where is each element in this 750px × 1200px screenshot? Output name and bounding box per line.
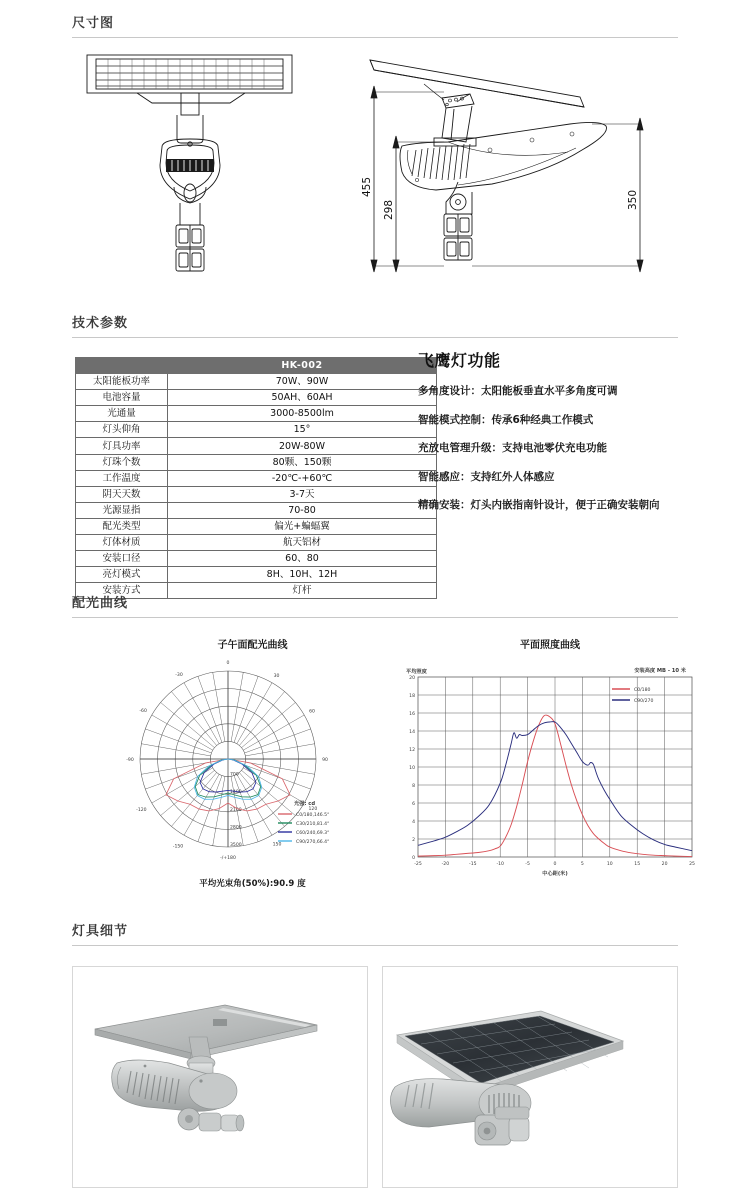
product-photo-angled (72, 966, 368, 1188)
spec-key: 灯具功率 (76, 438, 168, 454)
spec-value: 20W-80W (168, 438, 437, 454)
polar-chart-caption: 平均光束角(50%):90.9 度 (199, 879, 306, 889)
spec-key: 光通量 (76, 406, 168, 422)
svg-text:-10: -10 (496, 862, 504, 867)
svg-text:C30/210,81.4°: C30/210,81.4° (296, 822, 330, 827)
table-row (76, 454, 437, 470)
feature-list (418, 348, 718, 528)
spec-value: 50AH、60AH (168, 390, 437, 406)
spec-value: 8H、10H、12H (168, 567, 437, 583)
svg-text:-25: -25 (414, 862, 422, 867)
table-header-row (76, 358, 437, 374)
svg-text:16: 16 (409, 711, 415, 717)
table-row (76, 390, 437, 406)
feature-item: 充放电管理升级：支持电池零伏充电功能 (418, 442, 607, 455)
table-row (76, 470, 437, 486)
spec-value: 70-80 (168, 502, 437, 518)
svg-text:3500: 3500 (230, 843, 242, 848)
feature-item: 精确安装：灯头内嵌指南针设计，便于正确安装朝向 (418, 499, 660, 512)
svg-text:5: 5 (580, 862, 584, 867)
section-title-lamp-details: 灯具细节 (72, 924, 129, 939)
spec-key: 太阳能板功率 (76, 374, 168, 390)
svg-text:C60/240,69.3°: C60/240,69.3° (296, 831, 330, 836)
section-title-light-curve: 配光曲线 (72, 596, 129, 611)
feature-item: 多角度设计：太阳能板垂直水平多角度可调 (418, 385, 618, 397)
illuminance-chart-title: 平面照度曲线 (520, 640, 580, 651)
svg-text:2800: 2800 (230, 825, 242, 831)
svg-text:-20: -20 (441, 862, 450, 867)
spec-value: 航天铝材 (168, 535, 437, 551)
spec-key: 安装方式 (76, 583, 168, 599)
spec-key: 安装口径 (76, 551, 168, 567)
svg-text:10: 10 (409, 765, 415, 771)
svg-text:光强: cd: 光强: cd (294, 801, 316, 807)
svg-text:150: 150 (272, 842, 282, 848)
svg-text:12: 12 (409, 747, 415, 753)
table-row (76, 406, 437, 422)
section-divider (72, 617, 678, 618)
feature-item: 智能感应：支持红外人体感应 (418, 470, 555, 483)
table-row (76, 502, 437, 518)
svg-text:-150: -150 (172, 844, 184, 850)
feature-item: 智能模式控制：传承6种经典工作模式 (418, 413, 594, 426)
feature-list-title: 飞鹰灯功能 (418, 351, 501, 370)
svg-text:1400: 1400 (230, 790, 242, 796)
svg-text:30: 30 (273, 673, 280, 679)
section-divider (72, 337, 678, 338)
svg-text:-/+180: -/+180 (220, 855, 236, 861)
spec-key: 配光类型 (76, 518, 168, 534)
section-header-dimensions (72, 12, 678, 38)
svg-text:中心距(米): 中心距(米) (542, 871, 568, 877)
svg-text:C90/270: C90/270 (634, 699, 654, 704)
section-title-tech-params: 技术参数 (72, 316, 129, 331)
table-row (76, 567, 437, 583)
spec-value: -20℃-+60℃ (168, 470, 437, 486)
table-row (76, 422, 437, 438)
spec-key: 灯体材质 (76, 535, 168, 551)
polar-chart-title: 子午面配光曲线 (217, 640, 288, 651)
svg-text:0: 0 (412, 855, 415, 861)
polar-chart-svg (110, 651, 395, 871)
illuminance-chart-svg (400, 651, 700, 883)
table-header-blank (76, 358, 168, 374)
svg-text:-30: -30 (175, 672, 183, 678)
spec-key: 灯头仰角 (76, 422, 168, 438)
svg-text:4: 4 (412, 819, 415, 825)
spec-value: 60、80 (168, 551, 437, 567)
dim-label-298: 298 (383, 199, 395, 221)
spec-key: 电池容量 (76, 390, 168, 406)
spec-key: 亮灯模式 (76, 567, 168, 583)
svg-text:20: 20 (409, 675, 415, 681)
dimension-drawings (72, 42, 678, 290)
section-header-lamp-details (72, 920, 678, 946)
specifications-table (75, 357, 437, 599)
spec-value: 灯杆 (168, 583, 437, 599)
svg-text:-5: -5 (525, 862, 530, 867)
spec-value: 3000-8500lm (168, 406, 437, 422)
svg-text:10: 10 (606, 862, 613, 867)
table-row (76, 374, 437, 390)
svg-text:60: 60 (309, 709, 315, 715)
svg-text:-120: -120 (136, 807, 147, 813)
svg-text:700: 700 (230, 772, 239, 778)
product-photo-gallery (72, 966, 678, 1188)
section-title-dimensions: 尺寸图 (72, 16, 115, 31)
polar-light-distribution-chart (110, 636, 395, 889)
svg-text:14: 14 (409, 729, 415, 735)
table-row (76, 535, 437, 551)
svg-text:90: 90 (322, 757, 328, 763)
svg-text:-60: -60 (139, 708, 147, 714)
spec-key: 灯珠个数 (76, 454, 168, 470)
svg-text:-90: -90 (126, 757, 134, 763)
svg-text:20: 20 (661, 862, 668, 867)
section-divider (72, 37, 678, 38)
svg-text:8: 8 (412, 783, 415, 789)
table-row (76, 551, 437, 567)
planar-illuminance-chart (400, 636, 700, 887)
section-header-tech-params (72, 312, 678, 338)
svg-text:安装高度 MB - 10 米: 安装高度 MB - 10 米 (634, 668, 686, 674)
section-header-light-curve (72, 592, 678, 618)
table-header-model: HK-002 (168, 358, 437, 374)
spec-value: 80颗、150颗 (168, 454, 437, 470)
svg-text:C90/270,66.4°: C90/270,66.4° (296, 840, 330, 845)
svg-text:6: 6 (412, 801, 415, 807)
spec-key: 工作温度 (76, 470, 168, 486)
svg-text:120: 120 (308, 806, 318, 812)
table-row (76, 518, 437, 534)
svg-text:15: 15 (634, 862, 641, 867)
svg-text:-15: -15 (469, 862, 477, 867)
svg-text:2: 2 (412, 837, 415, 843)
spec-value: 偏光+蝙蝠翼 (168, 518, 437, 534)
table-row (76, 486, 437, 502)
svg-text:平均照度: 平均照度 (406, 669, 427, 675)
dim-label-455: 455 (361, 176, 373, 198)
spec-value: 15° (168, 422, 437, 438)
table-row (76, 438, 437, 454)
svg-text:2100: 2100 (230, 807, 242, 813)
dim-label-350: 350 (627, 189, 639, 211)
svg-text:C0/180: C0/180 (634, 688, 651, 693)
svg-text:0: 0 (553, 862, 557, 867)
svg-text:18: 18 (409, 693, 415, 699)
section-divider (72, 945, 678, 946)
svg-text:C0/180,146.5°: C0/180,146.5° (296, 813, 330, 818)
spec-key: 阴天天数 (76, 486, 168, 502)
spec-key: 光源显指 (76, 502, 168, 518)
svg-text:25: 25 (689, 862, 695, 867)
spec-value: 70W、90W (168, 374, 437, 390)
product-photo-panel (382, 966, 678, 1188)
spec-value: 3-7天 (168, 486, 437, 502)
svg-text:0: 0 (226, 660, 230, 666)
